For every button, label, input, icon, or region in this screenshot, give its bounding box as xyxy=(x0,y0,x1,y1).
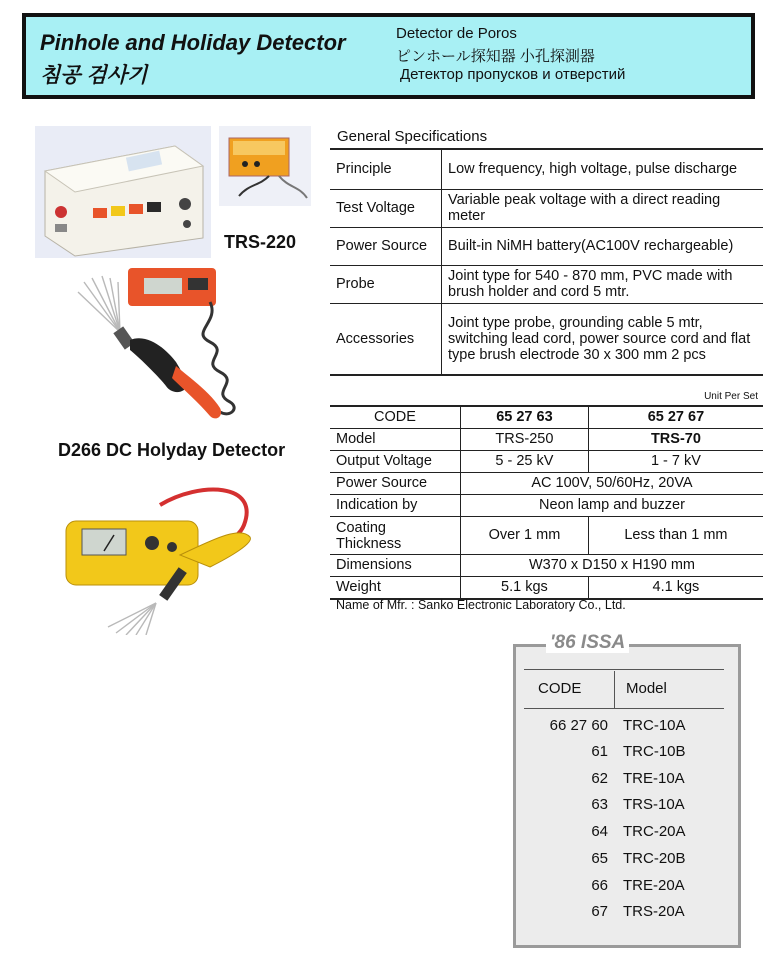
title-korean: 침공 검사기 xyxy=(40,64,148,87)
label-trs-220: TRS-220 xyxy=(224,232,297,252)
table-row xyxy=(330,406,763,429)
table-row xyxy=(330,495,763,517)
issa-code: 65 xyxy=(591,850,608,867)
power-value: AC 100V, 50/60Hz, 20VA xyxy=(461,473,764,495)
spec-value: Variable peak voltage with a direct reading meter xyxy=(442,189,764,227)
divider xyxy=(524,669,724,670)
table-row xyxy=(330,189,763,227)
issa-code: 61 xyxy=(591,743,608,760)
title-japanese: ピンホール探知器 小孔探測器 xyxy=(396,48,595,65)
list-item xyxy=(516,823,736,849)
coating-value-2: Less than 1 mm xyxy=(588,517,763,555)
unit-note: Unit Per Set xyxy=(704,391,758,402)
dimensions-label: Dimensions xyxy=(330,555,461,577)
issa-model: TRS-10A xyxy=(623,796,685,813)
table-row xyxy=(330,473,763,495)
dimensions-value: W370 x D150 x H190 mm xyxy=(461,555,764,577)
trs-220-small-photo xyxy=(219,126,311,206)
d266-detector-photo xyxy=(70,262,295,432)
issa-model: TRE-10A xyxy=(623,770,685,787)
spec-value: Joint type for 540 - 870 mm, PVC made with brush holder and cord 5 mtr. xyxy=(442,265,764,303)
spec-value: Low frequency, high voltage, pulse discharge xyxy=(442,149,764,189)
issa-model: TRC-20B xyxy=(623,850,686,867)
issa-model: TRC-10B xyxy=(623,743,686,760)
power-label: Power Source xyxy=(330,473,461,495)
divider xyxy=(524,708,724,709)
manufacturer-note: Name of Mfr. : Sanko Electronic Laboratory Co., Ltd. xyxy=(336,598,626,612)
trs-220-photo xyxy=(35,126,211,258)
divider xyxy=(614,671,615,709)
specs-table xyxy=(330,148,763,376)
header-banner xyxy=(22,13,755,99)
coating-label: Coating Thickness xyxy=(330,517,461,555)
indication-value: Neon lamp and buzzer xyxy=(461,495,764,517)
issa-model: TRS-20A xyxy=(623,903,685,920)
codes-table xyxy=(330,405,763,600)
list-item xyxy=(516,743,736,769)
issa-code: 63 xyxy=(591,796,608,813)
model-value-1: TRS-250 xyxy=(461,429,589,451)
spec-value: Built-in NiMH battery(AC100V rechargeable) xyxy=(442,227,764,265)
spec-key: Principle xyxy=(330,149,442,189)
table-row xyxy=(330,555,763,577)
list-item xyxy=(516,717,736,743)
table-row xyxy=(330,149,763,189)
issa-model: TRE-20A xyxy=(623,877,685,894)
model-value-2: TRS-70 xyxy=(588,429,763,451)
code-value-1: 65 27 63 xyxy=(461,406,589,429)
issa-code: 64 xyxy=(591,823,608,840)
table-row xyxy=(330,303,763,375)
spec-key: Accessories xyxy=(330,303,442,375)
title-spanish: Detector de Poros xyxy=(396,25,517,42)
table-row xyxy=(330,577,763,600)
spec-key: Test Voltage xyxy=(330,189,442,227)
list-item xyxy=(516,903,736,929)
spec-key: Probe xyxy=(330,265,442,303)
table-row xyxy=(330,451,763,473)
title-russian: Детектор пропусков и отверстий xyxy=(400,66,626,83)
issa-model-header: Model xyxy=(626,680,667,697)
spec-key: Power Source xyxy=(330,227,442,265)
code-value-2: 65 27 67 xyxy=(588,406,763,429)
issa-model: TRC-10A xyxy=(623,717,686,734)
title-english: Pinhole and Holiday Detector xyxy=(40,30,346,55)
output-label: Output Voltage xyxy=(330,451,461,473)
spec-value: Joint type probe, grounding cable 5 mtr, switching lead cord, power source cord and flat type brush electrode 30 x 300 mm 2 pcs xyxy=(442,303,764,375)
issa-code: 66 xyxy=(591,877,608,894)
output-value-1: 5 - 25 kV xyxy=(461,451,589,473)
table-row xyxy=(330,227,763,265)
table-row xyxy=(330,517,763,555)
weight-value-1: 5.1 kgs xyxy=(461,577,589,600)
issa-box xyxy=(513,632,741,948)
model-label: Model xyxy=(330,429,461,451)
issa-code: 67 xyxy=(591,903,608,920)
label-d266: D266 DC Holyday Detector xyxy=(58,440,286,460)
issa-code-header: CODE xyxy=(538,680,582,697)
table-row xyxy=(330,429,763,451)
list-item xyxy=(516,770,736,796)
list-item xyxy=(516,850,736,876)
table-row xyxy=(330,265,763,303)
weight-value-2: 4.1 kgs xyxy=(588,577,763,600)
issa-code: 66 27 60 xyxy=(549,717,608,734)
issa-title: '86 ISSA xyxy=(546,633,629,653)
list-item xyxy=(516,796,736,822)
weight-label: Weight xyxy=(330,577,461,600)
indication-label: Indication by xyxy=(330,495,461,517)
specs-heading: General Specifications xyxy=(337,128,488,145)
list-item xyxy=(516,877,736,903)
code-label: CODE xyxy=(330,406,461,429)
coating-value-1: Over 1 mm xyxy=(461,517,589,555)
yellow-detector-photo xyxy=(60,485,260,635)
output-value-2: 1 - 7 kV xyxy=(588,451,763,473)
issa-model: TRC-20A xyxy=(623,823,686,840)
issa-code: 62 xyxy=(591,770,608,787)
